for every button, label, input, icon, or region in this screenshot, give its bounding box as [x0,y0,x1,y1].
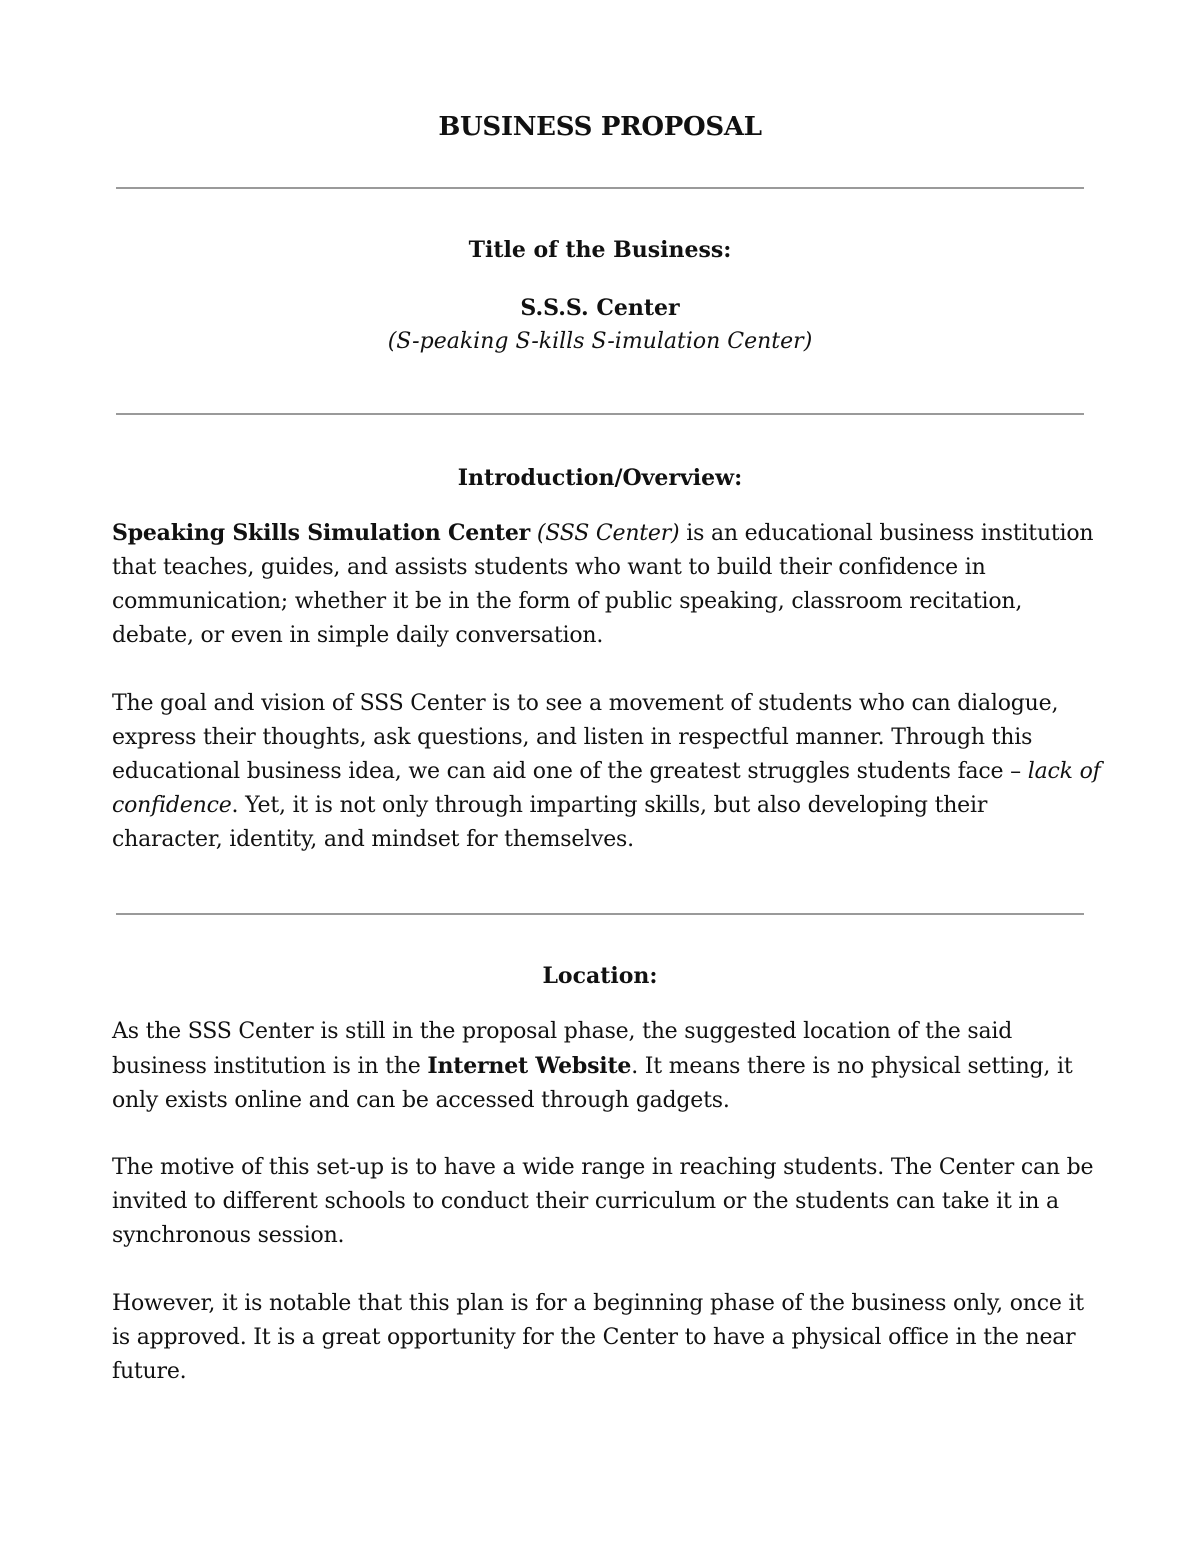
section-divider [116,913,1084,915]
business-title-heading: Title of the Business: [468,237,732,263]
location-paragraph-1-text-b: . It means there is no physical setting, it only exists online and can be accessed through gadgets. [112,1054,1073,1113]
introduction-paragraph-2-text-b: . Yet, it is not only through imparting skills, but also developing their character, identity, and mindset for themselves. [112,793,988,852]
emphasis-lack-of-confidence: lack of confidence [112,759,1101,818]
location-heading: Location: [542,963,658,989]
introduction-paragraph-1 [112,516,1102,653]
section-divider [116,413,1084,415]
introduction-heading: Introduction/Overview: [457,465,743,491]
introduction-paragraph-2-text-a: The goal and vision of SSS Center is to see a movement of students who can dialogue, express their thoughts, ask questions, and listen in respectful manner. Through this educational business idea, we can aid one of the greatest struggles students face – [112,691,1059,784]
business-abbreviation: (SSS Center) [536,521,680,546]
business-full-name: Speaking Skills Simulation Center [112,520,531,546]
document-title: BUSINESS PROPOSAL [438,112,762,142]
introduction-paragraph-1-text: is an educational business institution that teaches, guides, and assists students who want to build their confidence in communication; whether it be in the form of public speaking, classroom recitation, debate, or even in simple daily conversation. [112,521,1094,648]
location-paragraph-3: However, it is notable that this plan is for a beginning phase of the business only, once it is approved. It is a great opportunity for the Center to have a physical office in the near future. [112,1291,1084,1384]
business-name-expansion: (S-peaking S-kills S-imulation Center) [387,329,813,354]
emphasis-internet-website: Internet Website [427,1053,632,1079]
location-paragraph-1-text-a: As the SSS Center is still in the proposal phase, the suggested location of the said business institution is in the [112,1019,1013,1079]
location-paragraph-2: The motive of this set-up is to have a wide range in reaching students. The Center can be invited to different schools to conduct their curriculum or the students can take it in a synchronous session. [112,1155,1094,1248]
location-paragraph-1 [112,1015,1102,1118]
section-divider [116,187,1084,189]
business-name: S.S.S. Center [520,295,680,321]
introduction-paragraph-2 [112,687,1102,857]
